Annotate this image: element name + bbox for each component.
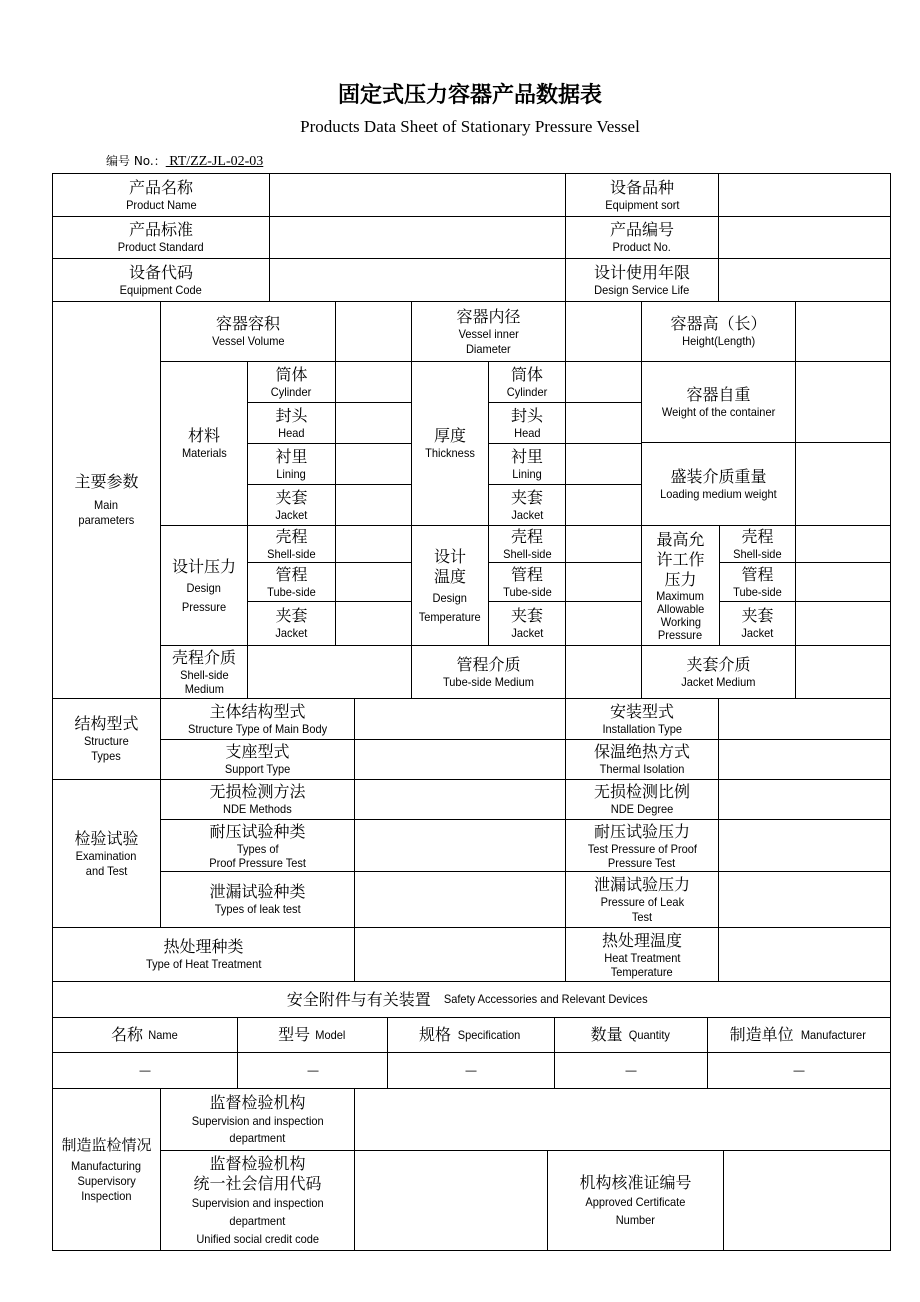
equipment-sort-label-zh: 设备品种 xyxy=(609,177,674,197)
dt-shell-side-value[interactable] xyxy=(565,525,642,563)
examination-test-label-en2: and Test xyxy=(85,863,128,878)
jacket-medium-label-en: Jacket Medium xyxy=(681,674,756,689)
inner-diameter-label-en1: Vessel inner xyxy=(458,326,519,341)
thickness-part-head-zh: 封头 xyxy=(510,405,543,425)
mp-shell-side-value[interactable] xyxy=(795,525,891,563)
supervision-label-zh: 制造监检情况 xyxy=(61,1136,152,1154)
material-part-jacket-en: Jacket xyxy=(275,507,308,522)
proof-test-type-value[interactable] xyxy=(354,819,566,872)
heat-treatment-type-label-en: Type of Heat Treatment xyxy=(145,957,262,971)
credit-code-label xyxy=(160,1150,355,1251)
proof-test-type-label-en2: Proof Pressure Test xyxy=(209,855,306,870)
product-standard-label-en: Product Standard xyxy=(118,240,204,254)
medium-weight-value[interactable] xyxy=(795,442,891,526)
safety-col-name-en: Name xyxy=(148,1027,178,1042)
material-jacket-value[interactable] xyxy=(335,484,412,526)
material-part-head-zh: 封头 xyxy=(275,405,308,425)
container-weight-label xyxy=(641,361,796,443)
nde-degree-label xyxy=(565,779,719,820)
thermal-isolation-label xyxy=(565,739,719,780)
max-working-pressure-label-en3: Working xyxy=(660,614,701,629)
inner-diameter-label xyxy=(411,301,566,362)
supervision-label-en2: Supervisory xyxy=(77,1174,136,1188)
height-value[interactable] xyxy=(795,301,891,362)
examination-test-label-en1: Examination xyxy=(76,848,137,863)
installation-type-value[interactable] xyxy=(718,698,891,740)
certificate-number-label-zh: 机构核准证编号 xyxy=(579,1172,692,1192)
tube-medium-value[interactable] xyxy=(565,645,642,699)
product-name-label-zh: 产品名称 xyxy=(128,177,193,197)
dt-jacket-en: Jacket xyxy=(511,626,543,640)
main-body-structure-value[interactable] xyxy=(354,698,566,740)
safety-col-specification-en: Specification xyxy=(457,1027,521,1042)
container-weight-label-zh: 容器自重 xyxy=(686,384,751,404)
thickness-label xyxy=(411,361,489,526)
equipment-sort-value[interactable] xyxy=(718,173,891,217)
vessel-volume-label-en: Vessel Volume xyxy=(211,334,285,348)
safety-row-specification-value: — xyxy=(465,1063,477,1077)
proof-test-pressure-label xyxy=(565,819,719,872)
dp-tube-side xyxy=(247,562,336,602)
max-working-pressure-label-en4: Pressure xyxy=(658,627,703,642)
equipment-code-label xyxy=(52,258,270,302)
dt-tube-side-value[interactable] xyxy=(565,562,642,602)
thickness-head-value[interactable] xyxy=(565,402,642,444)
leak-test-type-label-zh: 泄漏试验种类 xyxy=(209,882,306,901)
heat-treatment-type-label xyxy=(52,927,355,982)
equipment-code-label-zh: 设备代码 xyxy=(128,262,193,282)
safety-row-manufacturer-value: — xyxy=(793,1063,805,1077)
mp-tube-side-value[interactable] xyxy=(795,562,891,602)
design-service-life-label-zh: 设计使用年限 xyxy=(593,262,690,282)
certificate-number-value[interactable] xyxy=(723,1150,891,1251)
materials-label-en: Materials xyxy=(181,446,227,460)
product-no-label xyxy=(565,216,719,259)
thermal-isolation-label-zh: 保温绝热方式 xyxy=(593,742,690,761)
vessel-volume-value[interactable] xyxy=(335,301,412,362)
mp-jacket xyxy=(719,601,796,646)
main-parameters-label-en1: Main xyxy=(94,498,119,512)
safety-col-specification-zh: 规格 xyxy=(418,1025,451,1044)
height-label xyxy=(641,301,796,362)
materials-label xyxy=(160,361,248,526)
product-no-label-en: Product No. xyxy=(612,240,672,254)
design-service-life-label xyxy=(565,258,719,302)
dp-tube-side-value[interactable] xyxy=(335,562,412,602)
heat-treatment-type-value[interactable] xyxy=(354,927,566,982)
thickness-part-cylinder-zh: 筒体 xyxy=(510,364,543,384)
max-working-pressure-label-zh1: 最高允 xyxy=(656,529,705,549)
jacket-medium-label-zh: 夹套介质 xyxy=(686,654,751,674)
proof-test-type-label-zh: 耐压试验种类 xyxy=(209,821,306,841)
mp-jacket-zh: 夹套 xyxy=(741,606,774,625)
thickness-part-head xyxy=(488,402,566,444)
nde-methods-label-en: NDE Methods xyxy=(223,802,292,816)
safety-row-specification[interactable] xyxy=(387,1052,555,1089)
max-working-pressure-label-en2: Allowable xyxy=(656,601,705,616)
heat-treatment-temp-label-en1: Heat Treatment xyxy=(603,950,681,965)
design-temperature-label-en1: Design xyxy=(432,590,468,605)
tube-medium-label-en: Tube-side Medium xyxy=(442,674,535,689)
certificate-number-label xyxy=(547,1150,724,1251)
leak-test-type-label xyxy=(160,871,355,928)
product-no-value[interactable] xyxy=(718,216,891,259)
leak-test-pressure-value[interactable] xyxy=(718,871,891,928)
thermal-isolation-value[interactable] xyxy=(718,739,891,780)
medium-weight-label-zh: 盛装介质重量 xyxy=(670,466,767,486)
thickness-cylinder-value[interactable] xyxy=(565,361,642,403)
design-service-life-value[interactable] xyxy=(718,258,891,302)
design-pressure-label-en1: Design xyxy=(186,580,222,595)
heat-treatment-temp-label-en2: Temperature xyxy=(611,964,673,979)
dp-tube-side-zh: 管程 xyxy=(275,564,308,584)
leak-test-pressure-label xyxy=(565,871,719,928)
dp-tube-side-en: Tube-side xyxy=(267,584,316,599)
dt-tube-side-zh: 管程 xyxy=(510,564,543,584)
main-body-structure-label-en: Structure Type of Main Body xyxy=(187,721,328,736)
thickness-part-lining-en: Lining xyxy=(512,466,542,481)
structure-types-label xyxy=(52,698,161,780)
dt-jacket-value[interactable] xyxy=(565,601,642,646)
safety-col-specification xyxy=(387,1017,555,1053)
medium-weight-label-en: Loading medium weight xyxy=(660,486,777,501)
supervision-org-label-zh: 监督检验机构 xyxy=(209,1092,306,1112)
safety-row-name-value: — xyxy=(139,1063,151,1077)
material-part-lining xyxy=(247,443,336,485)
nde-degree-label-zh: 无损检测比例 xyxy=(593,782,690,801)
thickness-part-jacket xyxy=(488,484,566,526)
heat-treatment-temp-value[interactable] xyxy=(718,927,891,982)
dt-shell-side-en: Shell-side xyxy=(502,546,552,561)
thickness-part-jacket-en: Jacket xyxy=(511,507,543,522)
shell-medium-label-en2: Medium xyxy=(184,682,224,696)
supervision-org-value[interactable] xyxy=(354,1088,891,1151)
credit-code-value[interactable] xyxy=(354,1150,548,1251)
design-temperature-label xyxy=(411,525,489,646)
safety-col-manufacturer-zh: 制造单位 xyxy=(729,1025,794,1044)
proof-test-pressure-value[interactable] xyxy=(718,819,891,872)
support-type-value[interactable] xyxy=(354,739,566,780)
inner-diameter-label-en2: Diameter xyxy=(466,341,511,356)
document-number-label: 编号 No.： xyxy=(106,154,166,168)
material-cylinder-value[interactable] xyxy=(335,361,412,403)
mp-shell-side xyxy=(719,525,796,563)
design-pressure-label xyxy=(160,525,248,646)
material-part-lining-en: Lining xyxy=(276,466,307,481)
mp-tube-side-en: Tube-side xyxy=(733,584,782,599)
thickness-part-lining-zh: 衬里 xyxy=(510,446,543,466)
material-part-jacket-zh: 夹套 xyxy=(275,487,308,507)
nde-degree-label-en: NDE Degree xyxy=(610,802,674,816)
proof-test-pressure-label-en1: Test Pressure of Proof xyxy=(587,841,697,856)
design-pressure-label-en2: Pressure xyxy=(181,599,227,614)
installation-type-label-en: Installation Type xyxy=(602,721,682,736)
safety-row-model[interactable] xyxy=(237,1052,388,1089)
certificate-number-label-en2: Number xyxy=(615,1212,656,1227)
design-temperature-label-zh2: 温度 xyxy=(433,566,466,586)
dt-jacket-zh: 夹套 xyxy=(510,606,543,625)
mp-tube-side-zh: 管程 xyxy=(741,564,774,584)
heat-treatment-type-label-zh: 热处理种类 xyxy=(163,937,244,956)
leak-test-pressure-label-en2: Test xyxy=(631,909,653,924)
thickness-part-head-en: Head xyxy=(513,425,541,440)
nde-methods-label xyxy=(160,779,355,820)
page-title-en: Products Data Sheet of Stationary Pressure Vessel xyxy=(300,117,640,136)
safety-row-manufacturer[interactable] xyxy=(707,1052,891,1089)
proof-test-type-label xyxy=(160,819,355,872)
support-type-label xyxy=(160,739,355,780)
height-label-en: Height(Length) xyxy=(681,334,756,348)
shell-medium-label xyxy=(160,645,248,699)
inner-diameter-value[interactable] xyxy=(565,301,642,362)
vessel-volume-label xyxy=(160,301,336,362)
design-service-life-label-en: Design Service Life xyxy=(594,282,690,297)
credit-code-label-en3: Unified social credit code xyxy=(196,1231,319,1246)
support-type-label-en: Support Type xyxy=(224,762,291,776)
dp-jacket-value[interactable] xyxy=(335,601,412,646)
materials-label-zh: 材料 xyxy=(187,426,220,445)
thickness-part-jacket-zh: 夹套 xyxy=(510,487,543,507)
shell-medium-value[interactable] xyxy=(247,645,412,699)
leak-test-type-value[interactable] xyxy=(354,871,566,928)
safety-col-manufacturer-en: Manufacturer xyxy=(800,1027,866,1042)
thickness-part-cylinder-en: Cylinder xyxy=(506,384,548,399)
leak-test-pressure-label-en1: Pressure of Leak xyxy=(600,894,684,909)
shell-medium-label-zh: 壳程介质 xyxy=(171,648,236,667)
structure-types-label-zh: 结构型式 xyxy=(74,714,139,733)
proof-test-type-label-en1: Types of xyxy=(236,841,279,856)
equipment-code-value[interactable] xyxy=(269,258,566,302)
examination-test-label xyxy=(52,779,161,928)
nde-degree-value[interactable] xyxy=(718,779,891,820)
material-part-cylinder-en: Cylinder xyxy=(271,384,312,399)
safety-row-name[interactable] xyxy=(52,1052,238,1089)
dp-jacket-en: Jacket xyxy=(275,626,308,640)
leak-test-type-label-en: Types of leak test xyxy=(214,902,301,916)
max-working-pressure-label-en1: Maximum xyxy=(656,588,705,603)
examination-test-label-zh: 检验试验 xyxy=(74,828,139,848)
shell-medium-label-en1: Shell-side xyxy=(179,668,229,682)
credit-code-label-en1: Supervision and inspection xyxy=(191,1195,324,1210)
material-lining-value[interactable] xyxy=(335,443,412,485)
height-label-zh: 容器高（长） xyxy=(670,314,767,333)
supervision-org-label-en1: Supervision and inspection xyxy=(191,1113,324,1128)
max-working-pressure-label-zh2: 许工作 xyxy=(656,549,705,569)
jacket-medium-label xyxy=(641,645,796,699)
thickness-jacket-value[interactable] xyxy=(565,484,642,526)
supervision-label-en1: Manufacturing xyxy=(71,1159,142,1173)
material-part-cylinder-zh: 筒体 xyxy=(275,364,308,384)
nde-methods-value[interactable] xyxy=(354,779,566,820)
safety-col-quantity-en: Quantity xyxy=(628,1027,670,1042)
container-weight-value[interactable] xyxy=(795,361,891,443)
container-weight-label-en: Weight of the container xyxy=(661,404,776,419)
material-head-value[interactable] xyxy=(335,402,412,444)
material-part-lining-zh: 衬里 xyxy=(275,446,308,466)
nde-methods-label-zh: 无损检测方法 xyxy=(209,782,306,801)
leak-test-pressure-label-zh: 泄漏试验压力 xyxy=(593,874,690,894)
safety-row-quantity[interactable] xyxy=(554,1052,708,1089)
tube-medium-label xyxy=(411,645,566,699)
mp-jacket-en: Jacket xyxy=(741,626,774,640)
mp-jacket-value[interactable] xyxy=(795,601,891,646)
supervision-org-label-en2: department xyxy=(229,1130,286,1145)
main-parameters-label-zh: 主要参数 xyxy=(74,472,139,491)
dp-shell-side xyxy=(247,525,336,563)
thickness-part-cylinder xyxy=(488,361,566,403)
safety-col-name-zh: 名称 xyxy=(110,1025,143,1044)
thickness-label-en: Thickness xyxy=(425,446,475,460)
main-body-structure-label xyxy=(160,698,355,740)
dp-jacket xyxy=(247,601,336,646)
proof-test-pressure-label-zh: 耐压试验压力 xyxy=(593,821,690,841)
safety-col-name xyxy=(52,1017,238,1053)
credit-code-label-zh1: 监督检验机构 xyxy=(209,1153,306,1173)
product-standard-value[interactable] xyxy=(269,216,566,259)
dp-shell-side-zh: 壳程 xyxy=(275,526,308,546)
design-temperature-label-en2: Temperature xyxy=(419,609,481,624)
structure-types-label-en2: Types xyxy=(91,749,122,763)
mp-tube-side xyxy=(719,562,796,602)
certificate-number-label-en1: Approved Certificate xyxy=(585,1194,686,1209)
installation-type-label-zh: 安装型式 xyxy=(609,701,674,721)
installation-type-label xyxy=(565,698,719,740)
dp-shell-side-en: Shell-side xyxy=(267,546,316,561)
safety-col-manufacturer xyxy=(707,1017,891,1053)
design-temperature-label-zh1: 设计 xyxy=(433,546,466,566)
credit-code-label-zh2: 统一社会信用代码 xyxy=(193,1173,322,1193)
main-parameters-label xyxy=(52,301,161,699)
tube-medium-label-zh: 管程介质 xyxy=(456,654,521,674)
document-number-value: RT/ZZ-JL-02-03 xyxy=(165,154,264,169)
equipment-sort-label xyxy=(565,173,719,217)
product-standard-label xyxy=(52,216,270,259)
safety-col-model xyxy=(237,1017,388,1053)
safety-accessories-title-zh: 安全附件与有关装置 xyxy=(286,989,431,1009)
product-name-value[interactable] xyxy=(269,173,566,217)
supervision-label-en3: Inspection xyxy=(81,1189,132,1203)
mp-shell-side-zh: 壳程 xyxy=(741,526,774,546)
max-working-pressure-label-zh3: 压力 xyxy=(664,569,697,589)
credit-code-label-en2: department xyxy=(229,1213,286,1228)
supervision-label xyxy=(52,1088,161,1251)
heat-treatment-temp-label xyxy=(565,927,719,982)
design-pressure-label-zh: 设计压力 xyxy=(171,556,236,576)
heat-treatment-temp-label-zh: 热处理温度 xyxy=(601,930,682,950)
jacket-medium-value[interactable] xyxy=(795,645,891,699)
dt-shell-side-zh: 壳程 xyxy=(510,526,543,546)
thermal-isolation-label-en: Thermal Isolation xyxy=(599,762,685,776)
material-part-head-en: Head xyxy=(278,425,305,440)
equipment-sort-label-en: Equipment sort xyxy=(604,197,680,212)
equipment-code-label-en: Equipment Code xyxy=(119,282,203,297)
dp-jacket-zh: 夹套 xyxy=(275,606,308,625)
safety-col-quantity-zh: 数量 xyxy=(590,1025,623,1044)
dt-shell-side xyxy=(488,525,566,563)
medium-weight-label xyxy=(641,442,796,526)
safety-row-quantity-value: — xyxy=(625,1063,637,1077)
safety-col-quantity xyxy=(554,1017,708,1053)
dt-tube-side xyxy=(488,562,566,602)
structure-types-label-en1: Structure xyxy=(84,734,129,748)
main-parameters-label-en2: parameters xyxy=(78,513,135,527)
material-part-jacket xyxy=(247,484,336,526)
safety-col-model-zh: 型号 xyxy=(278,1025,311,1044)
main-body-structure-label-zh: 主体结构型式 xyxy=(209,701,306,721)
proof-test-pressure-label-en2: Pressure Test xyxy=(608,855,676,870)
safety-accessories-title-en: Safety Accessories and Relevant Devices xyxy=(443,992,648,1006)
safety-row-model-value: — xyxy=(306,1063,319,1077)
thickness-lining-value[interactable] xyxy=(565,443,642,485)
support-type-label-zh: 支座型式 xyxy=(225,742,290,761)
dt-tube-side-en: Tube-side xyxy=(502,584,552,599)
safety-accessories-header xyxy=(52,981,891,1018)
dt-jacket xyxy=(488,601,566,646)
mp-shell-side-en: Shell-side xyxy=(733,546,782,561)
max-working-pressure-label xyxy=(641,525,720,646)
vessel-volume-label-zh: 容器容积 xyxy=(215,314,280,333)
thickness-label-zh: 厚度 xyxy=(433,426,466,445)
product-standard-label-zh: 产品标准 xyxy=(128,220,193,239)
inner-diameter-label-zh: 容器内径 xyxy=(456,306,521,326)
product-no-label-zh: 产品编号 xyxy=(609,220,674,239)
page-title-zh: 固定式压力容器产品数据表 xyxy=(337,83,602,108)
safety-col-model-en: Model xyxy=(315,1027,346,1042)
product-name-label xyxy=(52,173,270,217)
material-part-head xyxy=(247,402,336,444)
supervision-org-label xyxy=(160,1088,355,1151)
dp-shell-side-value[interactable] xyxy=(335,525,412,563)
thickness-part-lining xyxy=(488,443,566,485)
product-name-label-en: Product Name xyxy=(125,197,197,212)
material-part-cylinder xyxy=(247,361,336,403)
